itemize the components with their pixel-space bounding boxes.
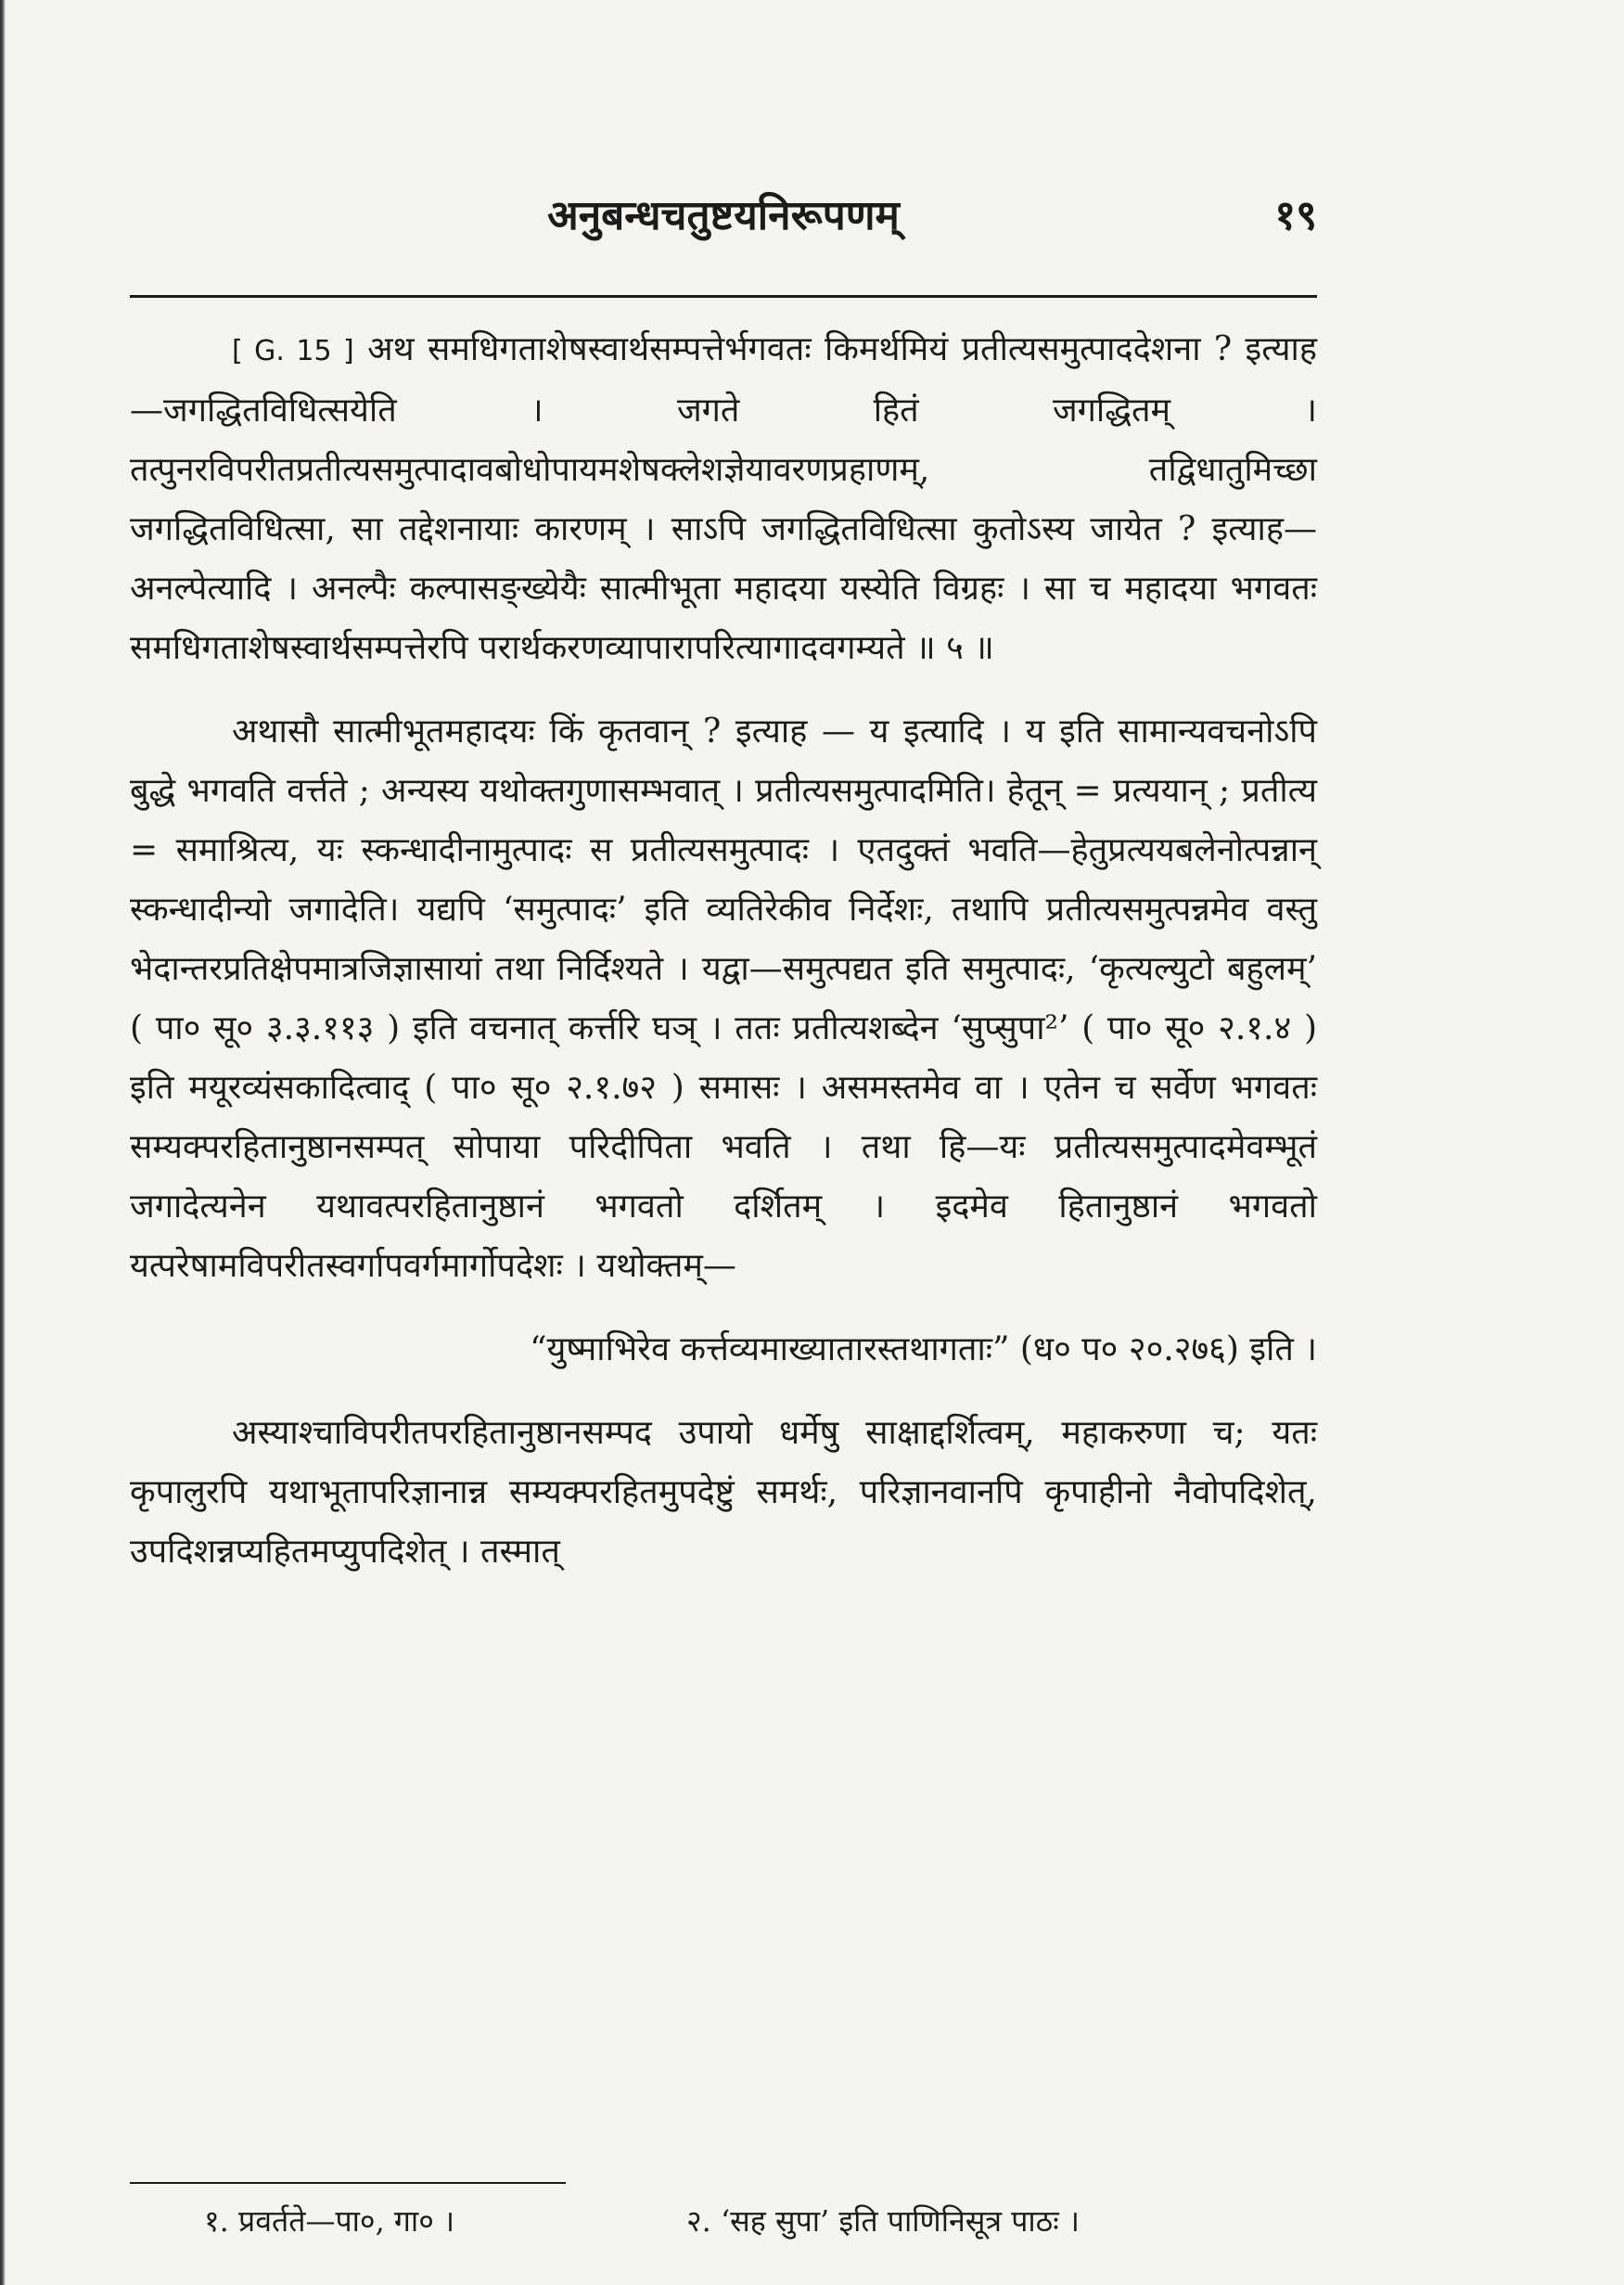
quotation: “युष्माभिरेव कर्त्तव्यमाख्यातारस्तथागताः” (ध० प० २०.२७६) इति । [530,1330,1317,1368]
paragraph-1 [130,320,1317,678]
paragraph-3 [130,1404,1317,1582]
paragraph-2-text: अथासौ सात्मीभूतमहादयः किं कृतवान् ? इत्याह — य इत्यादि । य इति सामान्यवचनोऽपि बुद्धे भगवति वर्त्तते ; अन्यस्य यथोक्तगुणासम्भवात् । प्रतीत्यसमुत्पादमिति। हेतून् = प्रत्ययान् ; प्रतीत्य = समाश्रित्य, यः स्कन्धादीनामुत्पादः स प्रतीत्यसमुत्पादः । एतदुक्तं भवति—हेतुप्रत्ययबलेनोत्पन्नान् स्कन्धादीन्यो जगादेति। यद्यपि ‘समुत्पादः’ इति व्यतिरेकीव निर्देशः, तथापि प्रतीत्यसमुत्पन्नमेव वस्तु भेदान्तरप्रतिक्षेपमात्रजिज्ञासायां तथा निर्दिश्यते । यद्वा—समुत्पद्यत इति समुत्पादः, ‘कृत्यल्युटो बहुलम्’ ( पा० सू० ३.३.११३ ) इति वचनात् कर्त्तरि घञ् । ततः प्रतीत्यशब्देन ‘सुप्सुपा²’ ( पा० सू० २.१.४ ) इति मयूरव्यंसकादित्वाद् ( पा० सू० २.१.७२ ) समासः । असमस्तमेव वा । एतेन च सर्वेण भगवतः सम्यक्परहितानुष्ठानसम्पत् सोपाया परिदीपिता भवति । तथा हि—यः प्रतीत्यसमुत्पादमेवम्भूतं जगादेत्यनेन यथावत्परहितानुष्ठानं भगवतो दर्शितम् । इदमेव हितानुष्ठानं भगवतो यत्परेषामविपरीतस्वर्गापवर्गमार्गोपदेशः । यथोक्तम्— [130,712,1317,1285]
running-header [130,186,1317,250]
footnote-2: २. ‘सह सुपा’ इति पाणिनिसूत्र पाठः । [686,2203,1081,2239]
paragraph-1-text: अथ समधिगताशेषस्वार्थसम्पत्तेर्भगवतः किमर्थमियं प्रतीत्यसमुत्पाददेशना ? इत्याह—जगद्धितविधित्सयेति । जगते हितं जगद्धितम् । तत्पुनरविपरीतप्रतीत्यसमुत्पादावबोधोपायमशेषक्लेशज्ञेयावरणप्रहाणम्, तद्विधातुमिच्छा जगद्धितविधित्सा, सा तद्देशनायाः कारणम् । साऽपि जगद्धितविधित्सा कुतोऽस्य जायेत ? इत्याह—अनल्पेत्यादि । अनल्पैः कल्पासङ्ख्येयैः सात्मीभूता महादया यस्येति विग्रहः । सा च महादया भगवतः समधिगताशेषस्वार्थसम्पत्तेरपि परार्थकरणव्यापारापरित्यागादवगम्यते ॥ ५ ॥ [130,330,1317,667]
footnote-rule [130,2182,566,2184]
folio-reference: [ G. 15 ] [232,335,354,367]
page-edge [0,0,6,2285]
page-number: १९ [1274,192,1317,239]
header-rule [130,295,1317,298]
main-text [130,320,1317,1606]
running-title: अनुबन्धचतुष्टयनिरूपणम् [547,192,900,239]
paragraph-2 [130,702,1317,1296]
paragraph-3-text: अस्याश्चाविपरीतपरहितानुष्ठानसम्पद उपायो धर्मेषु साक्षाद्दर्शित्वम्, महाकरुणा च; यतः कृपालुरपि यथाभूतापरिज्ञानान्न सम्यक्परहितमुपदेष्टुं समर्थः, परिज्ञानवानपि कृपाहीनो नैवोपदिशेत्, उपदिशन्नप्यहितमप्युपदिशेत् । तस्मात् [130,1414,1317,1571]
footnote-1: १. प्रवर्तते—पा०, गा० । [204,2203,455,2239]
footnotes [130,2201,1317,2256]
